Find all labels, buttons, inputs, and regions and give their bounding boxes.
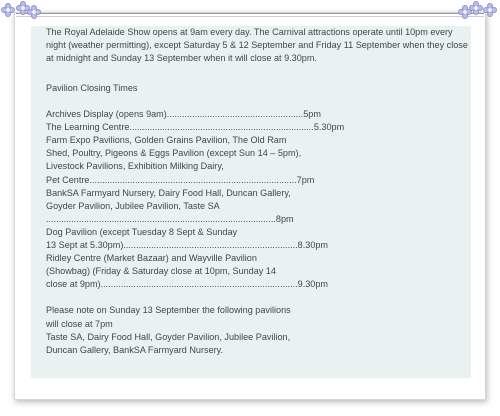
- flower-icon: [27, 5, 41, 19]
- flower-icon: [483, 3, 497, 17]
- list-line: The Learning Centre.........................................................................5.30pm: [46, 122, 345, 133]
- intro-paragraph: [46, 26, 478, 65]
- list-line: Pet Centre..................................................................................7pm: [46, 174, 315, 185]
- note-line: Duncan Gallery, BankSA Farmyard Nursery.: [46, 344, 224, 355]
- list-line: close at 9pm)..............................................................................9.30pm: [46, 279, 328, 290]
- intro-line: night (weather permitting), except Saturday 5 & 12 September and Friday 11 September when they close: [46, 40, 468, 51]
- intro-line: The Royal Adelaide Show opens at 9am every day. The Carnival attractions operate until 10pm every: [46, 27, 453, 37]
- list-line: Livestock Pavilions, Exhibition Milking Dairy,: [46, 161, 224, 172]
- list-line: Goyder Pavilion, Jubilee Pavilion, Taste SA: [46, 200, 220, 211]
- closing-times-section: [46, 82, 346, 416]
- list-line: Dog Pavilion (except Tuesday 8 Sept & Sunday: [46, 226, 238, 237]
- note-line: Taste SA, Dairy Food Hall, Goyder Pavilion, Jubilee Pavilion,: [46, 331, 291, 342]
- list-line: Archives Display (opens 9am)......................................................5pm: [46, 109, 321, 120]
- intro-line: at midnight and Sunday 13 September when it will close at 9.30pm.: [46, 53, 317, 64]
- flower-ornament-left: [0, 1, 40, 19]
- flower-icon: [469, 1, 483, 15]
- list-line: Shed, Poultry, Pigeons & Eggs Pavilion (except Sun 14 – 5pm),: [46, 148, 302, 159]
- list-line: Ridley Centre (Market Bazaar) and Wayville Pavilion: [46, 253, 257, 264]
- flower-ornament-right: [458, 1, 498, 19]
- flower-icon: [1, 3, 15, 17]
- section-title: Pavilion Closing Times: [46, 83, 138, 93]
- note-line: will close at 7pm: [46, 318, 113, 329]
- list-line: BankSA Farmyard Nursery, Dairy Food Hall, Duncan Gallery,: [46, 187, 291, 198]
- list-line: 13 Sept at 5.30pm).....................................................................8.30pm: [46, 240, 329, 251]
- list-line: (Showbag) (Friday & Saturday close at 10pm, Sunday 14: [46, 266, 276, 277]
- closing-times-list: [46, 108, 346, 291]
- list-line: Farm Expo Pavilions, Golden Grains Pavilion, The Old Ram: [46, 135, 287, 146]
- list-line: ...........................................................................................8pm: [46, 213, 294, 224]
- note-paragraph: [46, 304, 346, 356]
- note-line: Please note on Sunday 13 September the following pavilions: [46, 305, 291, 316]
